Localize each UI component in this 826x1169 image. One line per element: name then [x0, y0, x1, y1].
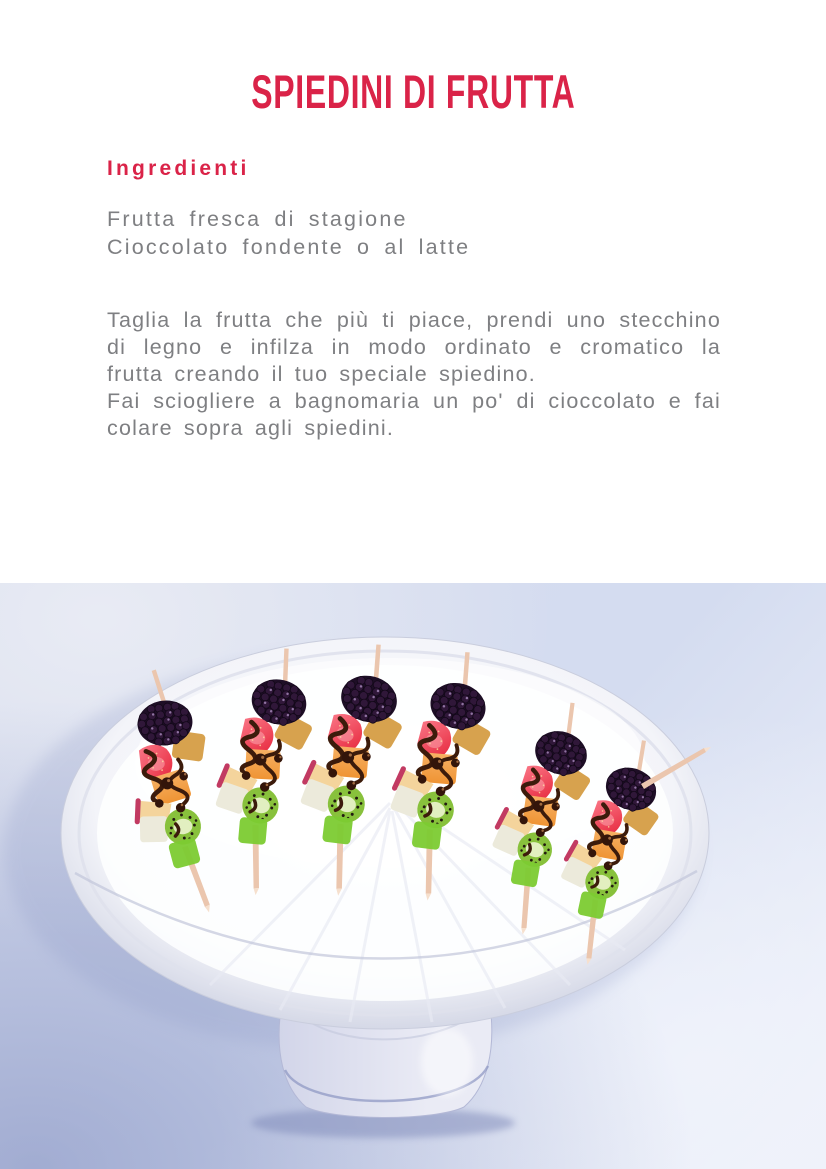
ingredient-line: Frutta fresca di stagione: [107, 207, 408, 231]
instructions-block: [107, 307, 721, 442]
ingredients-list: [107, 206, 470, 261]
instruction-paragraph: Fai sciogliere a bagnomaria un po' di cioccolato e fai colare sopra agli spiedini.: [107, 389, 721, 440]
instruction-paragraph: Taglia la frutta che più ti piace, prendi uno stecchino di legno e infilza in modo ordinato e cromatico la frutta creando il tuo speciale spiedino.: [107, 308, 721, 386]
fruit-skewers-photo: [0, 583, 826, 1169]
page-header: [0, 64, 826, 119]
recipe-photo: [0, 583, 826, 1169]
ingredient-line: Cioccolato fondente o al latte: [107, 234, 471, 259]
ingredients-heading: Ingredienti: [107, 157, 250, 180]
page-title: SPIEDINI DI FRUTTA: [250, 65, 576, 118]
